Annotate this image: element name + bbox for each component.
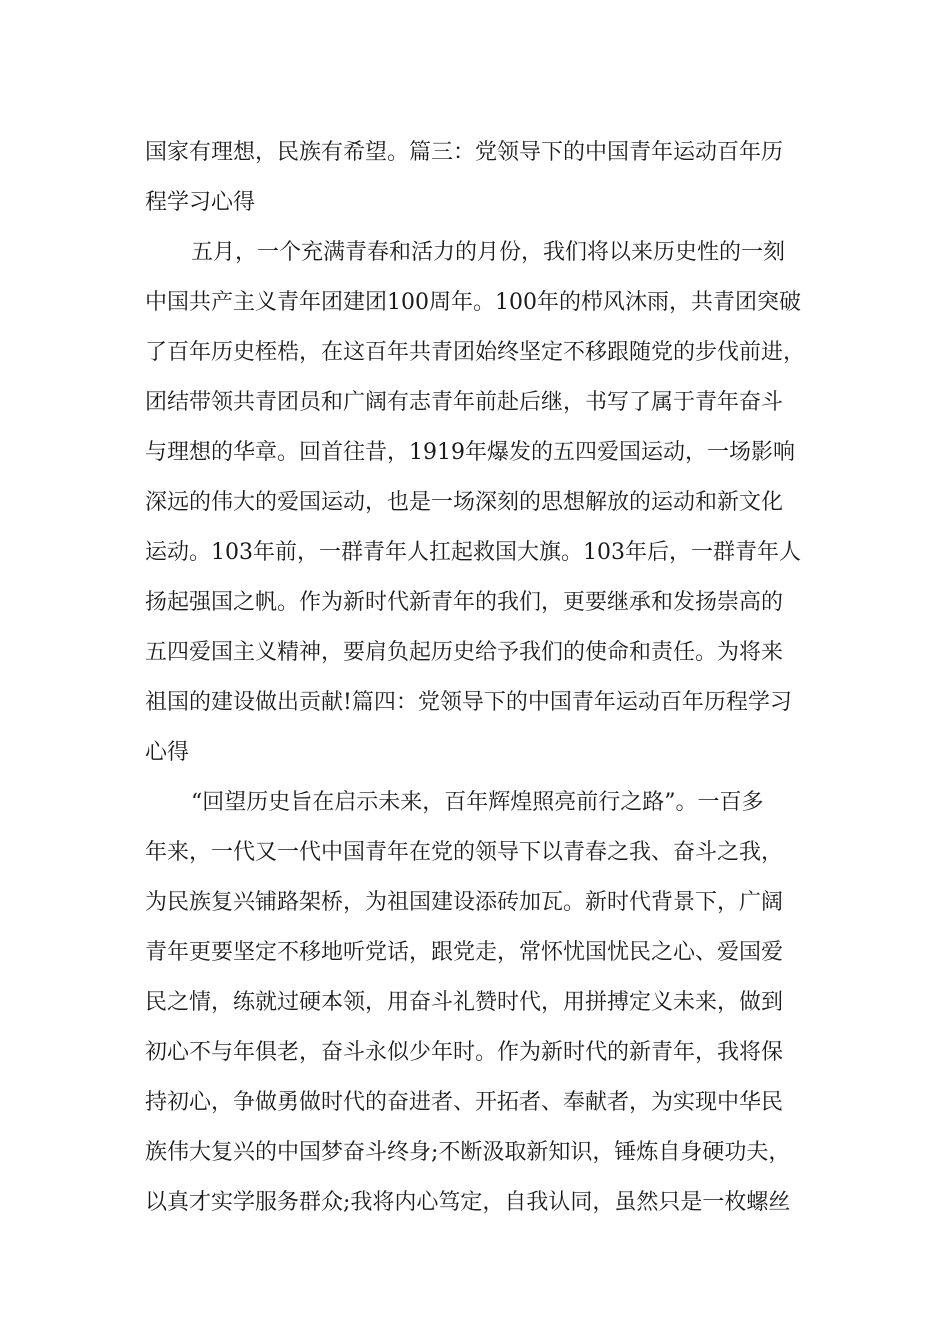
text-line: 程学习心得 xyxy=(145,190,256,215)
text-line: 运动。103年前，一群青年人扛起救国大旗。103年后，一群青年人 xyxy=(145,540,801,565)
text-line: 初心不与年俱老，奋斗永似少年时。作为新时代的新青年，我将保 xyxy=(145,1040,784,1065)
text-line: 年来，一代又一代中国青年在党的领导下以青春之我、奋斗之我， xyxy=(145,840,784,865)
paragraph-start-line: 五月，一个充满青春和活力的月份，我们将以来历史性的一刻 xyxy=(191,240,786,265)
document-body xyxy=(145,128,825,1228)
text-line: 以真才实学服务群众;我将内心笃定，自我认同，虽然只是一枚螺丝 xyxy=(145,1190,791,1215)
text-line: 团结带领共青团员和广阔有志青年前赴后继，书写了属于青年奋斗 xyxy=(145,390,784,415)
paragraph-start-line: “回望历史旨在启示未来，百年辉煌照亮前行之路”。一百多 xyxy=(191,790,764,815)
text-line: 族伟大复兴的中国梦奋斗终身;不断汲取新知识，锤炼自身硬功夫， xyxy=(145,1140,791,1165)
text-line: 五四爱国主义精神，要肩负起历史给予我们的使命和责任。为将来 xyxy=(145,640,784,665)
text-line: 了百年历史桎梏，在这百年共青团始终坚定不移跟随党的步伐前进， xyxy=(145,340,806,365)
text-line: 扬起强国之帆。作为新时代新青年的我们，更要继承和发扬崇高的 xyxy=(145,590,784,615)
text-line: 与理想的华章。回首往昔，1919年爆发的五四爱国运动，一场影响 xyxy=(145,440,795,465)
text-line: 民之情，练就过硬本领，用奋斗礼赞时代，用拼搏定义未来，做到 xyxy=(145,990,784,1015)
text-line: 国家有理想，民族有希望。篇三：党领导下的中国青年运动百年历 xyxy=(145,140,784,165)
text-line: 祖国的建设做出贡献!篇四：党领导下的中国青年运动百年历程学习 xyxy=(145,690,792,715)
text-line: 心得 xyxy=(145,740,190,765)
text-line: 持初心，争做勇做时代的奋进者、开拓者、奉献者，为实现中华民 xyxy=(145,1090,784,1115)
text-line: 青年更要坚定不移地听党话，跟党走，常怀忧国忧民之心、爱国爱 xyxy=(145,940,784,965)
text-line: 中国共产主义青年团建团100周年。100年的栉风沐雨，共青团突破 xyxy=(145,290,801,315)
text-line: 为民族复兴铺路架桥，为祖国建设添砖加瓦。新时代背景下，广阔 xyxy=(145,890,784,915)
text-line: 深远的伟大的爱国运动，也是一场深刻的思想解放的运动和新文化 xyxy=(145,490,784,515)
